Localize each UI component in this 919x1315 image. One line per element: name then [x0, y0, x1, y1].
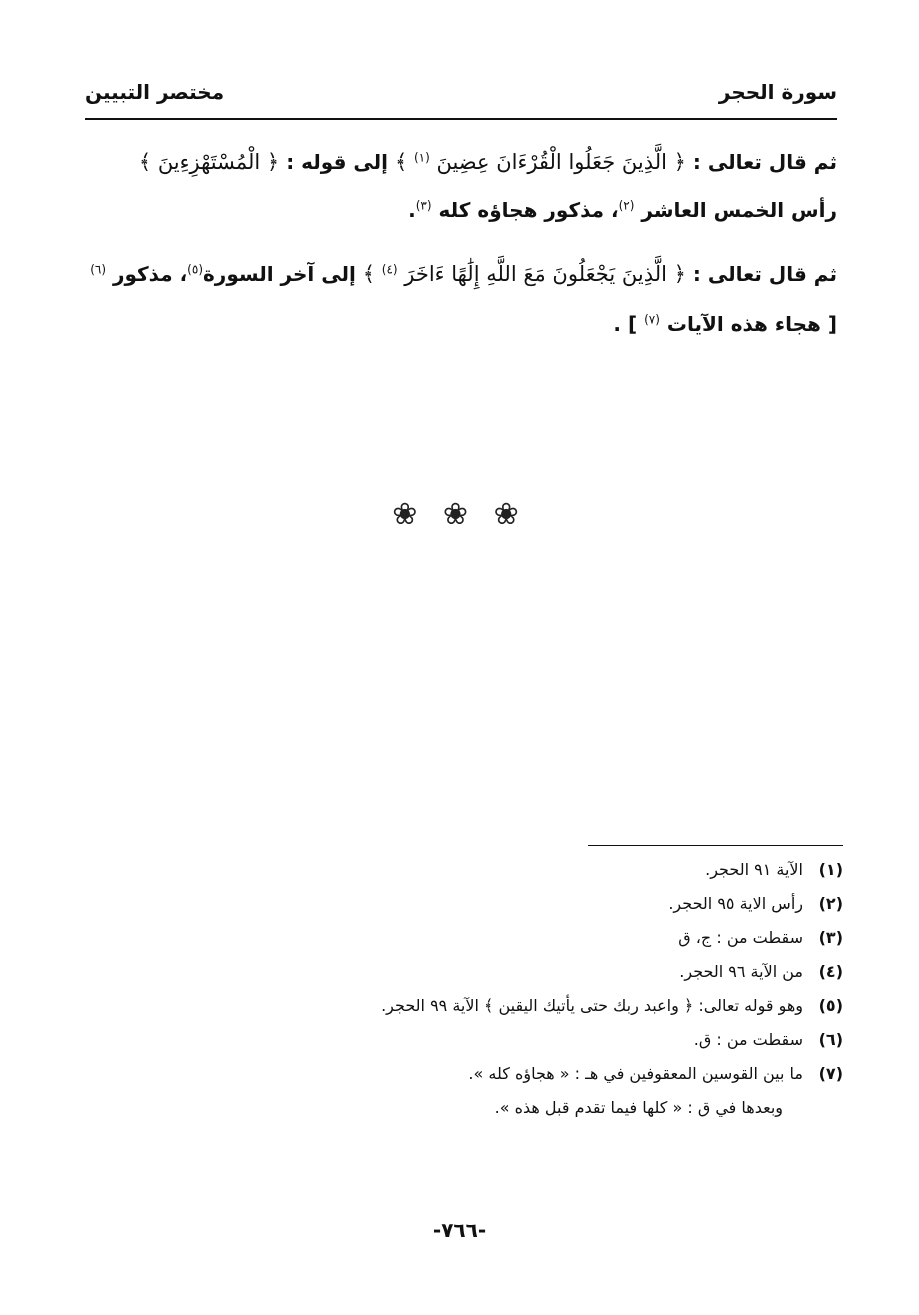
p1-line2b: ، مذكور هجاؤه كله — [438, 198, 619, 222]
footnote-number: (٤) — [818, 962, 843, 981]
footnote-number: (٥) — [818, 996, 843, 1015]
footnote-divider — [588, 845, 843, 846]
surah-title: سورة الحجر — [718, 80, 837, 104]
section-separator-ornament: ❀ ❀ ❀ — [392, 497, 527, 532]
footnote-text: ما بين القوسين المعقوفين في هـ : « هجاؤه كله ». — [468, 1064, 803, 1083]
footnote-text: رأس الاية ٩٥ الحجر. — [668, 894, 803, 913]
footnote-ref-2: (٢) — [618, 198, 635, 213]
p2-line2a: [ هجاء هذه الآيات — [666, 312, 837, 336]
paragraph-2-line-2 — [613, 312, 837, 336]
p1-quran-quote-2: ﴿ الْمُسْتَهْزِءِينَ ﴾ — [138, 150, 280, 174]
footnote-text: وبعدها في ق : « كلها فيما تقدم قبل هذه ». — [494, 1098, 783, 1117]
p2-lead: ثم قال تعالى : — [685, 262, 837, 286]
p2-mid: إلى آخر السورة — [203, 262, 356, 286]
book-title: مختصر التبيين — [85, 80, 225, 104]
footnote-number: (٦) — [818, 1030, 843, 1049]
footnote-ref-6: (٦) — [90, 262, 107, 277]
footnote-ref-5: (٥) — [187, 262, 203, 277]
footnote-7 — [283, 1064, 843, 1098]
footnote-4 — [283, 962, 843, 996]
p2-tail: ، مذكور — [112, 262, 188, 286]
p1-quote-close: ﴾ — [394, 150, 414, 174]
paragraph-1-line-2 — [408, 198, 837, 222]
footnote-text: وهو قوله تعالى: ﴿ واعبد ربك حتى يأتيك اليقين ﴾ الآية ٩٩ الحجر. — [381, 996, 803, 1015]
running-header — [85, 78, 837, 110]
footnote-number: (١) — [818, 860, 843, 879]
header-divider — [85, 118, 837, 120]
footnote-ref-3: (٣) — [415, 198, 432, 213]
footnote-ref-4: (٤) — [381, 262, 398, 277]
page-number: -٧٦٦- — [432, 1218, 487, 1242]
p1-line2c: . — [408, 198, 416, 222]
p1-lead: ثم قال تعالى : — [692, 150, 837, 174]
footnote-6 — [283, 1030, 843, 1064]
footnote-text: من الآية ٩٦ الحجر. — [679, 962, 803, 981]
footnote-text: سقطت من : ق. — [693, 1030, 803, 1049]
p1-mid: إلى قوله : — [279, 150, 388, 174]
footnote-number: (٣) — [818, 928, 843, 947]
footnote-text: سقطت من : ج، ق — [678, 928, 803, 947]
p2-quote-close: ﴾ — [362, 262, 382, 286]
footnote-ref-7: (٧) — [644, 312, 660, 327]
footnote-5 — [283, 996, 843, 1030]
footnote-number: (٢) — [818, 894, 843, 913]
footnote-1 — [283, 860, 843, 894]
p1-quran-quote-1: ﴿ الَّذِينَ جَعَلُوا الْقُرْءَانَ عِضِينَ — [429, 150, 686, 174]
footnote-7-continuation — [283, 1098, 843, 1132]
p1-line2: رأس الخمس العاشر — [641, 198, 837, 222]
footnote-ref-1: (١) — [413, 150, 430, 165]
paragraph-2-line-1 — [90, 262, 837, 286]
p2-quran-quote: ﴿ الَّذِينَ يَجْعَلُونَ مَعَ اللَّهِ إِلَٰهًا ءَاخَرَ — [397, 262, 686, 286]
footnote-3 — [283, 928, 843, 962]
footnote-2 — [283, 894, 843, 928]
paragraph-1-line-1 — [139, 150, 837, 174]
footnote-text: الآية ٩١ الحجر. — [705, 860, 803, 879]
footnote-number: (٧) — [818, 1064, 843, 1083]
footnotes-list — [283, 860, 843, 1132]
p2-line2b: ] . — [613, 312, 645, 336]
